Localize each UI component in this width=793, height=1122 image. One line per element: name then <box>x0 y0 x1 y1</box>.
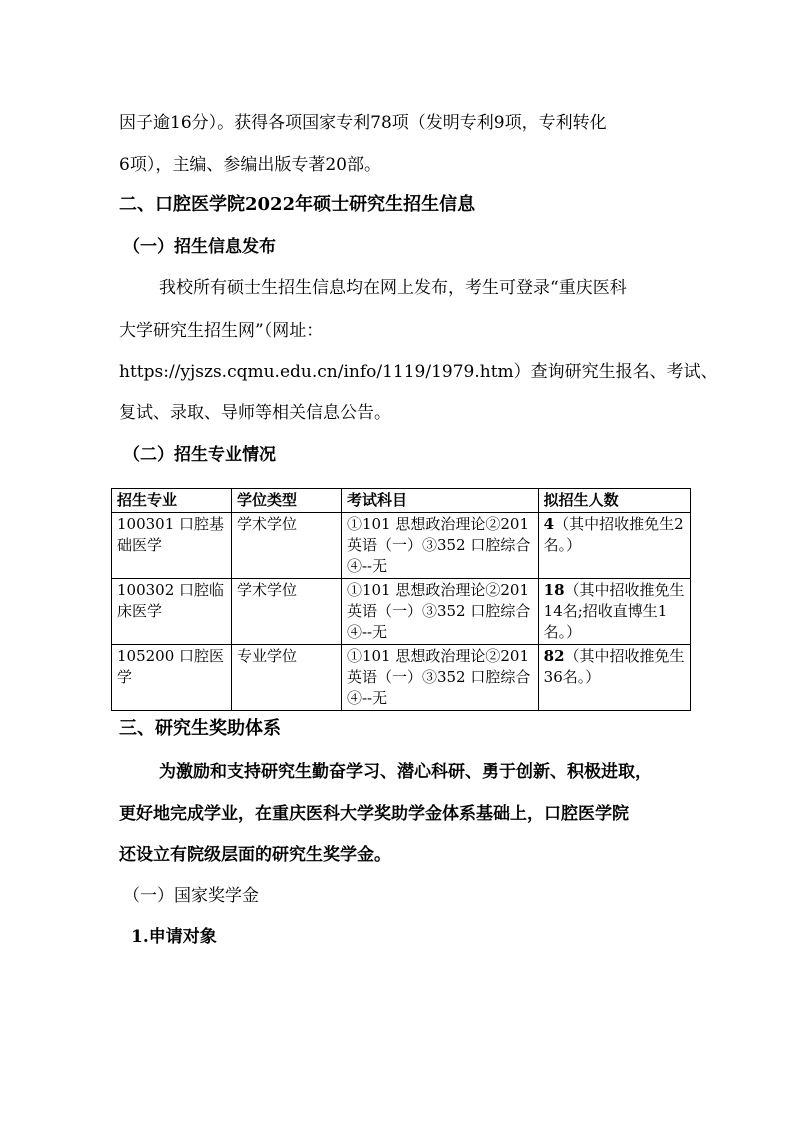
count-note: （其中招收推免生2名。） <box>543 515 684 554</box>
cell-major: 105200 口腔医学 <box>112 645 232 711</box>
cell-degree: 专业学位 <box>232 645 342 711</box>
header-subjects: 考试科目 <box>341 489 538 513</box>
cell-subjects: ①101 思想政治理论②201英语（一）③352 口腔综合④--无 <box>341 579 538 645</box>
count-note: （其中招收推免生36名。） <box>543 647 685 686</box>
count-value: 4 <box>543 515 555 533</box>
subsection-heading: （一）国家奖学金 <box>123 886 259 906</box>
list-item-heading: 1.申请对象 <box>131 927 217 947</box>
header-degree: 学位类型 <box>232 489 342 513</box>
section-heading: 二、口腔医学院2022年硕士研究生招生信息 <box>119 194 476 215</box>
cell-subjects: ①101 思想政治理论②201英语（一）③352 口腔综合④--无 <box>341 645 538 711</box>
paragraph-line: 我校所有硕士生招生信息均在网上发布，考生可登录“重庆医科 <box>159 278 627 298</box>
cell-subjects: ①101 思想政治理论②201英语（一）③352 口腔综合④--无 <box>341 513 538 579</box>
section-heading: 三、研究生奖助体系 <box>119 718 281 739</box>
paragraph-line: 大学研究生招生网”（网址： <box>119 321 324 341</box>
paragraph-line: 6项），主编、参编出版专著20部。 <box>119 155 381 175</box>
paragraph-line: 复试、录取、导师等相关信息公告。 <box>119 403 391 423</box>
subsection-heading: （一）招生信息发布 <box>123 237 276 257</box>
count-value: 18 <box>543 581 565 599</box>
cell-degree: 学术学位 <box>232 579 342 645</box>
paragraph-line: 还设立有院级层面的研究生奖学金。 <box>119 845 391 865</box>
cell-count <box>538 579 690 645</box>
subsection-heading: （二）招生专业情况 <box>123 445 276 465</box>
table-row <box>112 513 691 579</box>
paragraph-line: 因子逾16分）。获得各项国家专利78项（发明专利9项，专利转化 <box>119 113 607 133</box>
count-value: 82 <box>543 647 565 665</box>
header-count: 拟招生人数 <box>538 489 690 513</box>
paragraph-line: 为激励和支持研究生勤奋学习、潜心科研、勇于创新、积极进取， <box>159 762 652 782</box>
table-row <box>112 579 691 645</box>
cell-count <box>538 645 690 711</box>
table-header-row <box>112 489 691 513</box>
table-row <box>112 645 691 711</box>
cell-degree: 学术学位 <box>232 513 342 579</box>
count-note: （其中招收推免生14名;招收直博生1名。） <box>543 581 685 641</box>
cell-major: 100302 口腔临床医学 <box>112 579 232 645</box>
paragraph-line: https://yjszs.cqmu.edu.cn/info/1119/1979.htm）查询研究生报名、考试、 <box>119 362 718 382</box>
paragraph-line: 更好地完成学业，在重庆医科大学奖助学金体系基础上，口腔医学院 <box>119 804 629 824</box>
cell-count <box>538 513 690 579</box>
cell-major: 100301 口腔基础医学 <box>112 513 232 579</box>
header-major: 招生专业 <box>112 489 232 513</box>
enrollment-table <box>111 488 691 711</box>
